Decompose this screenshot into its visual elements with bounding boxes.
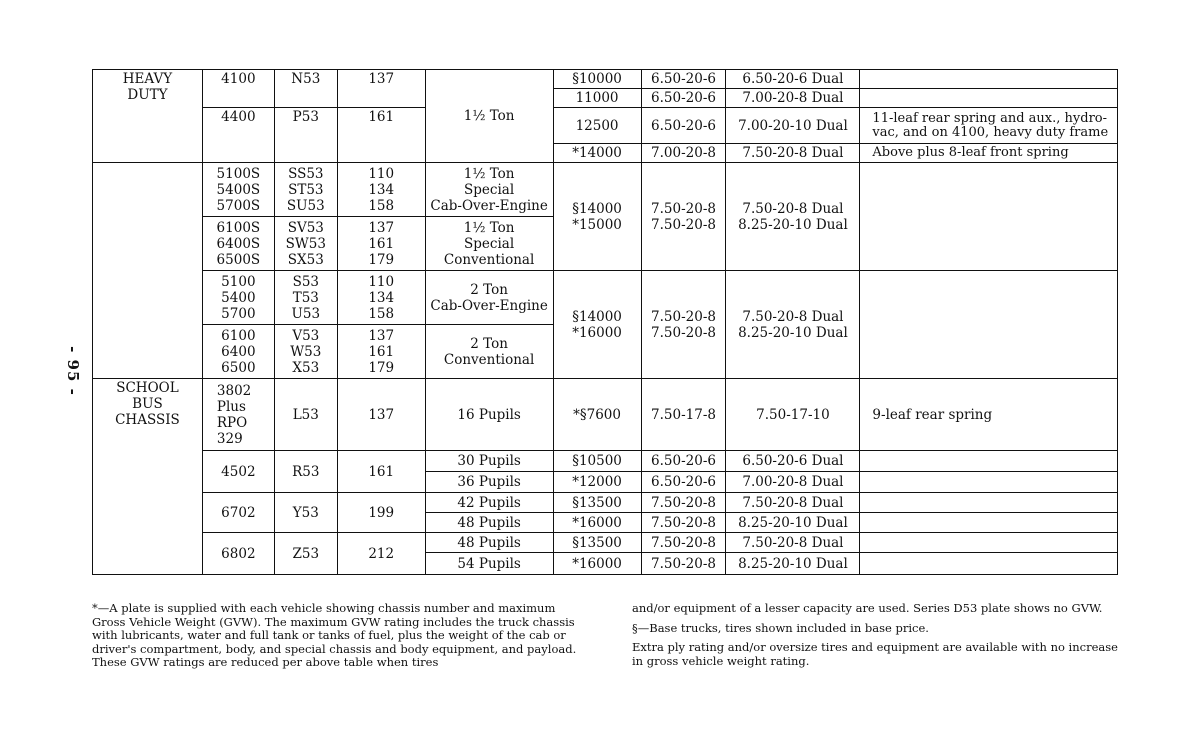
note-cell [860, 271, 1118, 379]
capacity-value: Cab-Over-Engine [430, 197, 548, 214]
table-row [93, 163, 1118, 217]
wheelbase-value: 110 [368, 273, 395, 290]
wheelbase-value: 161 [368, 235, 395, 252]
rear-tire-value: 8.25-20-10 Dual [738, 216, 848, 233]
gvw-value: *15000 [572, 216, 622, 233]
note-cell: 9-leaf rear spring [860, 379, 1118, 451]
rear-tire-cell: 7.00-20-10 Dual [726, 108, 860, 144]
rear-tire-cell: 7.50-20-8 Dual [726, 533, 860, 553]
series-cell [274, 217, 337, 271]
wheelbase-cell: 137 [337, 379, 425, 451]
model-cell [202, 163, 274, 217]
rear-tire-cell: 7.50-17-10 [726, 379, 860, 451]
category-label: SCHOOL [116, 380, 179, 396]
category-school-bus [93, 379, 203, 575]
model-value: RPO [216, 414, 248, 431]
category-label: HEAVY [122, 71, 173, 87]
front-tire-cell [641, 271, 726, 379]
wheelbase-cell: 137 [337, 70, 425, 108]
gvw-cell [553, 271, 641, 379]
model-cell: 4100 [202, 70, 274, 108]
front-tire-cell: 6.50-20-6 [641, 108, 726, 144]
note-cell [860, 70, 1118, 89]
note-cell [860, 89, 1118, 108]
series-cell [274, 325, 337, 379]
rear-tire-cell: 8.25-20-10 Dual [726, 513, 860, 533]
capacity-value: Conventional [443, 351, 535, 368]
capacity-cell [425, 325, 553, 379]
front-tire-cell: 6.50-20-6 [641, 70, 726, 89]
wheelbase-cell [337, 217, 425, 271]
capacity-value: 2 Ton [470, 281, 508, 298]
category-label: CHASSIS [115, 412, 180, 428]
table-row [93, 451, 1118, 472]
front-tire-value: 7.50-20-8 [651, 308, 716, 325]
model-value: Plus [216, 398, 246, 415]
footnote-extra: Extra ply rating and/or oversize tires and equipment are available with no increase in gross vehicle weight rating. [632, 640, 1118, 668]
model-value: 5700S [216, 197, 261, 214]
rear-tire-cell [726, 271, 860, 379]
note-cell: Above plus 8-leaf front spring [860, 144, 1118, 163]
front-tire-cell: 7.50-20-8 [641, 553, 726, 575]
table-row [93, 493, 1118, 513]
table-row [93, 533, 1118, 553]
gvw-cell: *16000 [553, 553, 641, 575]
wheelbase-value: 179 [368, 359, 395, 376]
wheelbase-value: 110 [368, 165, 395, 182]
footnote-left [92, 602, 582, 676]
model-cell [202, 271, 274, 325]
series-cell [274, 163, 337, 217]
model-value: 3802 [216, 382, 252, 399]
model-value: 5100S [216, 165, 261, 182]
series-cell: Z53 [274, 533, 337, 575]
rear-tire-value: 7.50-20-8 Dual [742, 308, 844, 325]
rear-tire-cell: 7.50-20-8 Dual [726, 493, 860, 513]
gvw-value: §14000 [572, 308, 622, 325]
series-value: ST53 [288, 181, 324, 198]
series-value: S53 [292, 273, 320, 290]
page-number: - 95 - [63, 346, 82, 396]
series-value: T53 [292, 289, 319, 306]
wheelbase-value: 134 [368, 181, 395, 198]
model-value: 5400S [216, 181, 261, 198]
wheelbase-cell [337, 163, 425, 217]
gvw-cell: §10500 [553, 451, 641, 472]
front-tire-value: 7.50-20-8 [651, 324, 716, 341]
wheelbase-value: 158 [368, 305, 395, 322]
category-label: BUS [132, 396, 163, 412]
capacity-value: 2 Ton [470, 335, 508, 352]
capacity-cell [425, 271, 553, 325]
front-tire-cell: 7.50-20-8 [641, 513, 726, 533]
front-tire-cell: 7.00-20-8 [641, 144, 726, 163]
wheelbase-value: 161 [368, 343, 395, 360]
note-cell [860, 472, 1118, 493]
rear-tire-value: 7.50-20-8 Dual [742, 200, 844, 217]
wheelbase-value: 179 [368, 251, 395, 268]
gvw-cell: §13500 [553, 493, 641, 513]
footnote-right [632, 602, 1122, 674]
rear-tire-cell: 7.00-20-8 Dual [726, 472, 860, 493]
series-cell: Y53 [274, 493, 337, 533]
note-cell: 11-leaf rear spring and aux., hydro-vac, and on 4100, heavy duty frame [860, 108, 1118, 144]
table-row [93, 108, 1118, 144]
model-value: 5100 [221, 273, 256, 290]
capacity-value: Special [464, 181, 515, 198]
model-cell [202, 379, 274, 451]
front-tire-cell: 6.50-20-6 [641, 472, 726, 493]
wheelbase-value: 137 [368, 219, 395, 236]
rear-tire-cell [726, 163, 860, 271]
rear-tire-cell: 6.50-20-6 Dual [726, 451, 860, 472]
series-cell: P53 [274, 108, 337, 163]
capacity-cell: 48 Pupils [425, 533, 553, 553]
gvw-cell: 12500 [553, 108, 641, 144]
series-cell: L53 [274, 379, 337, 451]
rear-tire-cell: 7.00-20-8 Dual [726, 89, 860, 108]
front-tire-value: 7.50-20-8 [651, 216, 716, 233]
capacity-cell: 54 Pupils [425, 553, 553, 575]
capacity-value: Special [464, 235, 515, 252]
wheelbase-cell: 199 [337, 493, 425, 533]
model-value: 5400 [221, 289, 256, 306]
model-cell: 6802 [202, 533, 274, 575]
front-tire-cell: 7.50-20-8 [641, 533, 726, 553]
table-row [93, 70, 1118, 89]
note-cell [860, 513, 1118, 533]
rear-tire-cell: 6.50-20-6 Dual [726, 70, 860, 89]
capacity-cell: 16 Pupils [425, 379, 553, 451]
table-row [93, 271, 1118, 325]
gvw-cell: *16000 [553, 513, 641, 533]
footnote-base: §—Base trucks, tires shown included in base price. [632, 620, 929, 635]
series-cell: N53 [274, 70, 337, 108]
note-cell [860, 163, 1118, 271]
capacity-cell [425, 163, 553, 217]
wheelbase-cell [337, 325, 425, 379]
wheelbase-value: 137 [368, 327, 395, 344]
footnote-gvw: *—A plate is supplied with each vehicle showing chassis number and maximum Gross Vehicle Weight (GVW). The maximum GVW rating includes the truck chassis with lubricants, water and full tank or tanks of fuel, plus the weight of the cab or driver's compartment, body, and special chassis and body equipment, and payload. These GVW ratings are reduced per above table when tires [92, 601, 577, 669]
gvw-cell: *14000 [553, 144, 641, 163]
capacity-cell: 1½ Ton [425, 70, 553, 163]
model-value: 6100S [216, 219, 261, 236]
model-value: 329 [216, 430, 243, 447]
gvw-value: *16000 [572, 324, 622, 341]
wheelbase-value: 134 [368, 289, 395, 306]
capacity-cell: 30 Pupils [425, 451, 553, 472]
gvw-cell: §10000 [553, 70, 641, 89]
model-value: 6500 [221, 359, 256, 376]
capacity-cell: 36 Pupils [425, 472, 553, 493]
model-cell [202, 217, 274, 271]
model-cell [202, 325, 274, 379]
spec-table [92, 69, 1118, 575]
series-cell: R53 [274, 451, 337, 493]
series-value: W53 [290, 343, 322, 360]
capacity-value: 1½ Ton [463, 165, 515, 182]
capacity-value: 1½ Ton [463, 219, 515, 236]
series-value: U53 [291, 305, 321, 322]
category-heavy-duty-cont [93, 163, 203, 379]
front-tire-cell [641, 163, 726, 271]
rear-tire-cell: 7.50-20-8 Dual [726, 144, 860, 163]
wheelbase-cell: 212 [337, 533, 425, 575]
note-cell [860, 493, 1118, 513]
note-cell [860, 533, 1118, 553]
wheelbase-value: 158 [368, 197, 395, 214]
front-tire-cell: 7.50-20-8 [641, 493, 726, 513]
footnote-continued: and/or equipment of a lesser capacity are used. Series D53 plate shows no GVW. [632, 601, 1103, 615]
rear-tire-cell: 8.25-20-10 Dual [726, 553, 860, 575]
table-row [93, 379, 1118, 451]
capacity-cell [425, 217, 553, 271]
series-value: SU53 [286, 197, 325, 214]
category-label: DUTY [127, 87, 168, 103]
wheelbase-cell: 161 [337, 108, 425, 163]
model-value: 6400S [216, 235, 261, 252]
gvw-cell: *12000 [553, 472, 641, 493]
note-cell [860, 553, 1118, 575]
rear-tire-value: 8.25-20-10 Dual [738, 324, 848, 341]
series-value: SW53 [285, 235, 326, 252]
series-value: X53 [292, 359, 320, 376]
series-value: SX53 [287, 251, 324, 268]
model-value: 5700 [221, 305, 256, 322]
gvw-value: §14000 [572, 200, 622, 217]
model-value: 6500S [216, 251, 261, 268]
model-cell: 6702 [202, 493, 274, 533]
note-cell [860, 451, 1118, 472]
front-tire-cell: 7.50-17-8 [641, 379, 726, 451]
front-tire-cell: 6.50-20-6 [641, 89, 726, 108]
model-cell: 4400 [202, 108, 274, 163]
gvw-cell [553, 163, 641, 271]
capacity-cell: 42 Pupils [425, 493, 553, 513]
front-tire-cell: 6.50-20-6 [641, 451, 726, 472]
gvw-cell: 11000 [553, 89, 641, 108]
series-value: SS53 [288, 165, 324, 182]
series-value: V53 [292, 327, 320, 344]
gvw-cell: §13500 [553, 533, 641, 553]
model-cell: 4502 [202, 451, 274, 493]
model-value: 6400 [221, 343, 256, 360]
wheelbase-cell [337, 271, 425, 325]
series-value: SV53 [287, 219, 324, 236]
capacity-value: Cab-Over-Engine [430, 297, 548, 314]
gvw-cell: *§7600 [553, 379, 641, 451]
wheelbase-cell: 161 [337, 451, 425, 493]
front-tire-value: 7.50-20-8 [651, 200, 716, 217]
capacity-value: Conventional [443, 251, 535, 268]
model-value: 6100 [221, 327, 256, 344]
series-cell [274, 271, 337, 325]
category-heavy-duty [93, 70, 203, 163]
capacity-cell: 48 Pupils [425, 513, 553, 533]
